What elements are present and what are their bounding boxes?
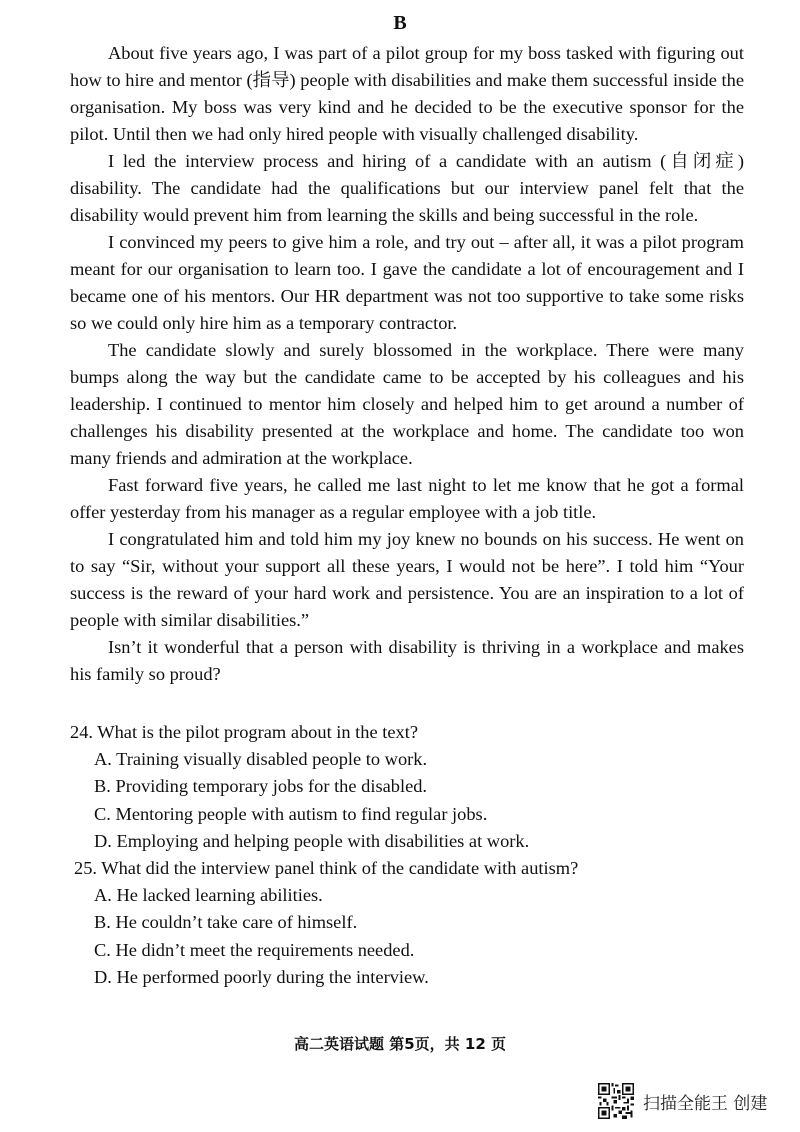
page-footer: 高二英语试题 第5页，共 12 页 [294,1035,506,1053]
question-stem: 25. What did the interview panel think of the candidate with autism? [74,858,579,879]
reading-passage [70,40,744,688]
scanner-watermark [598,1082,767,1120]
passage-paragraph: Fast forward five years, he called me last night to let me know that he got a formal offer yesterday from his manager as a regular employee with a job title. [70,475,744,522]
answer-option-d: D. He performed poorly during the interview. [94,966,429,987]
answer-option-c: C. He didn’t meet the requirements needed. [94,939,415,960]
answer-option-b: B. He couldn’t take care of himself. [94,912,358,933]
qr-code-icon [598,1083,634,1119]
passage-paragraph: The candidate slowly and surely blossomed in the workplace. There were many bumps along the way but the candidate came to be accepted by his colleagues and his leadership. I continued to mentor him closely and helped him to get around a number of challenges his disability presented at the workplace and home. The candidate too won many friends and admiration at the workplace. [70,340,744,468]
passage-paragraph: I convinced my peers to give him a role, and try out – after all, it was a pilot program meant for our organisation to learn too. I gave the candidate a lot of encouragement and I became one of his mentors. Our HR department was not too supportive to take some risks so we could only hire him as a temporary contractor. [70,232,744,333]
passage-paragraph: I led the interview process and hiring of a candidate with an autism (自闭症) disability. The candidate had the qualifications but our interview panel felt that the disability would prevent him from learning the skills and being successful in the role. [70,151,744,225]
answer-option-c: C. Mentoring people with autism to find regular jobs. [94,803,488,824]
question-list [70,719,750,991]
scanner-watermark-text: 扫描全能王 创建 [643,1093,768,1114]
question-stem: 24. What is the pilot program about in the text? [70,722,418,742]
question-24 [70,719,750,855]
answer-option-a: A. Training visually disabled people to work. [94,749,428,770]
answer-option-d: D. Employing and helping people with disabilities at work. [94,830,530,851]
section-title: B [393,12,407,34]
answer-option-b: B. Providing temporary jobs for the disabled. [94,776,428,797]
question-25 [70,855,750,991]
passage-paragraph: Isn’t it wonderful that a person with disability is thriving in a workplace and makes his family so proud? [70,637,744,684]
answer-option-a: A. He lacked learning abilities. [94,885,323,906]
passage-paragraph: About five years ago, I was part of a pilot group for my boss tasked with figuring out how to hire and mentor (指导) people with disabilities and make them successful inside the organisation. My boss was very kind and he decided to be the executive sponsor for the pilot. Until then we had only hired people with visually challenged disability. [70,43,744,144]
passage-paragraph: I congratulated him and told him my joy knew no bounds on his success. He went on to say “Sir, without your support all these years, I would not be here”. I told him “Your success is the reward of your hard work and persistence. You are an inspiration to a lot of people with similar disabilities.” [70,529,744,630]
